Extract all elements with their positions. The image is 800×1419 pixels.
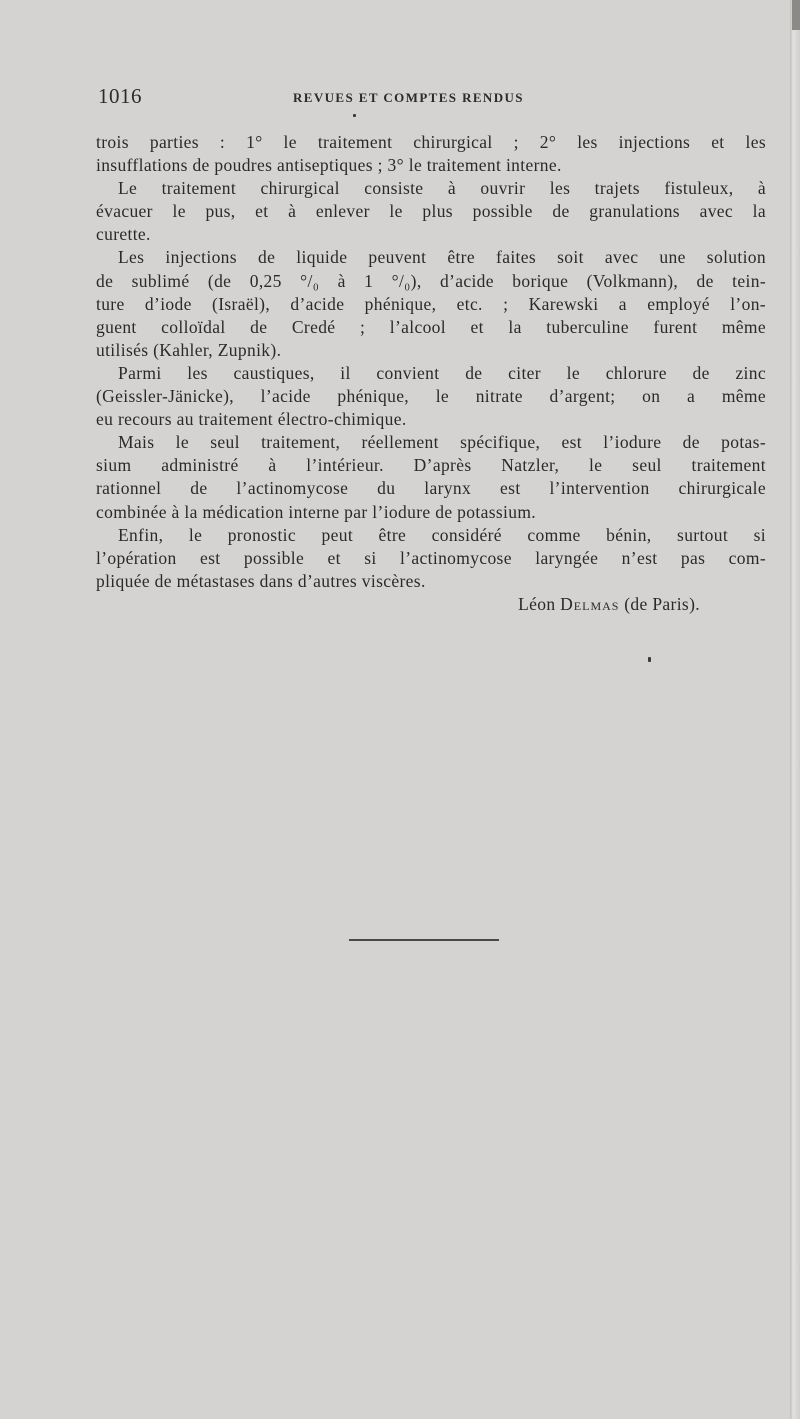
author-first-name: Léon [518,593,556,614]
text-line-5: curette. [96,224,151,245]
text-line-8: ture d’iode (Israël), d’acide phénique, etc. ; Karewski a employé l’on- [96,293,766,314]
print-speck [648,657,651,662]
text-line-14: Mais le seul traitement, réellement spécifique, est l’iodure de potas- [118,432,766,453]
text-line-18: Enfin, le pronostic peut être considéré comme bénin, surtout si [118,524,766,545]
text-line-11: Parmi les caustiques, il convient de citer le chlorure de zinc [118,362,766,383]
review-text [96,131,766,616]
running-title: REVUES ET COMPTES RENDUS [293,90,524,105]
text-line-10: utilisés (Kahler, Zupnik). [96,339,282,360]
text-line-17: combinée à la médication interne par l’iodure de potassium. [96,501,537,522]
page-edge-mark [792,0,800,30]
author-surname: Delmas [560,593,620,614]
text-line-12: (Geissler-Jänicke), l’acide phénique, le nitrate d’argent; on a même [96,386,766,407]
text-line-13: eu recours au traitement électro-chimique. [96,409,407,430]
text-line-16: rationnel de l’actinomycose du larynx est l’intervention chirurgicale [96,478,766,499]
author-signature [96,593,766,616]
text-line-4: évacuer le pus, et à enlever le plus possible de granulations avec la [96,201,766,222]
author-place: (de Paris). [624,593,700,614]
page-number: 1016 [98,84,142,108]
text-line-3: Le traitement chirurgical consiste à ouvrir les trajets fistuleux, à [118,178,766,199]
text-line-20: pliquée de métastases dans d’autres viscères. [96,570,426,591]
print-speck [353,114,356,117]
text-line-9: guent colloïdal de Credé ; l’alcool et la tuberculine furent même [96,316,766,337]
text-line-7: de sublimé (de 0,25 °/₀ à 1 °/₀), d’acide borique (Volkmann), de tein- [96,270,766,291]
text-line-2: insufflations de poudres antiseptiques ; 3° le traitement interne. [96,155,562,176]
text-line-15: sium administré à l’intérieur. D’après Natzler, le seul traitement [96,455,766,476]
page-edge [790,0,800,1419]
text-line-19: l’opération est possible et si l’actinomycose laryngée n’est pas com- [96,547,766,568]
text-line-6: Les injections de liquide peuvent être faites soit avec une solution [118,247,766,268]
text-line-1: trois parties : 1° le traitement chirurgical ; 2° les injections et les [96,132,766,152]
closing-rule [349,939,499,941]
